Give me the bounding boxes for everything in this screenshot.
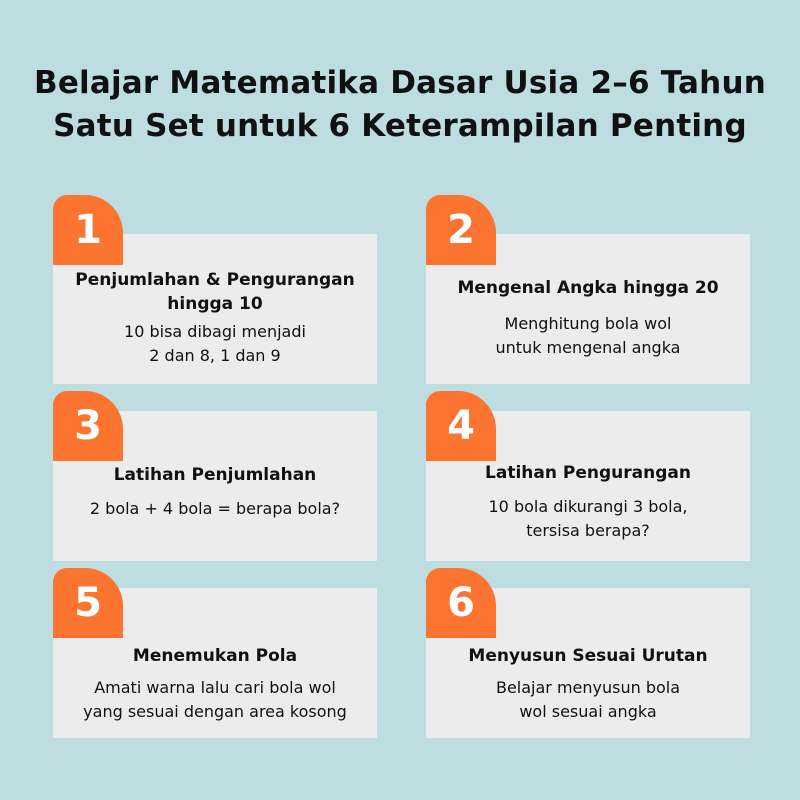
skill-card-description [489,495,688,543]
skill-card-title [457,276,718,300]
skill-card-desc-line: 2 bola + 4 bola = berapa bola? [89,499,341,518]
number-badge-1: 1 [53,195,123,265]
skill-card-title-line: Menyusun Sesuai Urutan [468,646,708,666]
skill-card-title [468,644,707,668]
page-header [0,62,800,148]
page-title-line-2: Satu Set untuk 6 Keterampilan Penting [53,108,747,144]
skill-card-description [124,320,306,368]
skill-card-title [114,463,317,487]
skill-card-description [496,312,681,360]
skill-card-desc-line: wol sesuai angka [519,702,657,721]
skill-card-title-line: Penjumlahan & Pengurangan [75,270,355,290]
skill-card-title-line: Menemukan Pola [132,646,298,666]
skill-card-description [496,676,680,724]
skill-card-desc-line: 10 bisa dibagi menjadi [124,322,306,341]
skill-card-desc-line: untuk mengenal angka [495,338,681,357]
skill-card-title [133,644,297,668]
skill-card-title-line: hingga 10 [167,294,263,314]
page-title-line-1: Belajar Matematika Dasar Usia 2–6 Tahun [33,65,766,101]
skill-card-description [83,676,347,724]
number-badge-6: 6 [426,568,496,638]
number-badge-5: 5 [53,568,123,638]
skill-card-desc-line: 10 bola dikurangi 3 bola, [488,497,688,516]
number-badge-3: 3 [53,391,123,461]
skill-card-desc-line: Menghitung bola wol [504,314,672,333]
skill-card-description [90,497,340,521]
skill-card-title-line: Mengenal Angka hingga 20 [457,278,719,298]
skill-card-desc-line: Belajar menyusun bola [495,678,681,697]
skill-card-desc-line: Amati warna lalu cari bola wol [94,678,336,697]
skill-card-desc-line: tersisa berapa? [526,521,650,540]
skill-card-desc-line: 2 dan 8, 1 dan 9 [149,346,281,365]
skill-card-title [75,268,354,316]
skill-card-desc-line: yang sesuai dengan area kosong [83,702,347,721]
skill-card-title [485,461,691,485]
number-badge-4: 4 [426,391,496,461]
number-badge-2: 2 [426,195,496,265]
skill-card-title-line: Latihan Pengurangan [485,463,691,483]
skill-card-title-line: Latihan Penjumlahan [113,465,317,485]
